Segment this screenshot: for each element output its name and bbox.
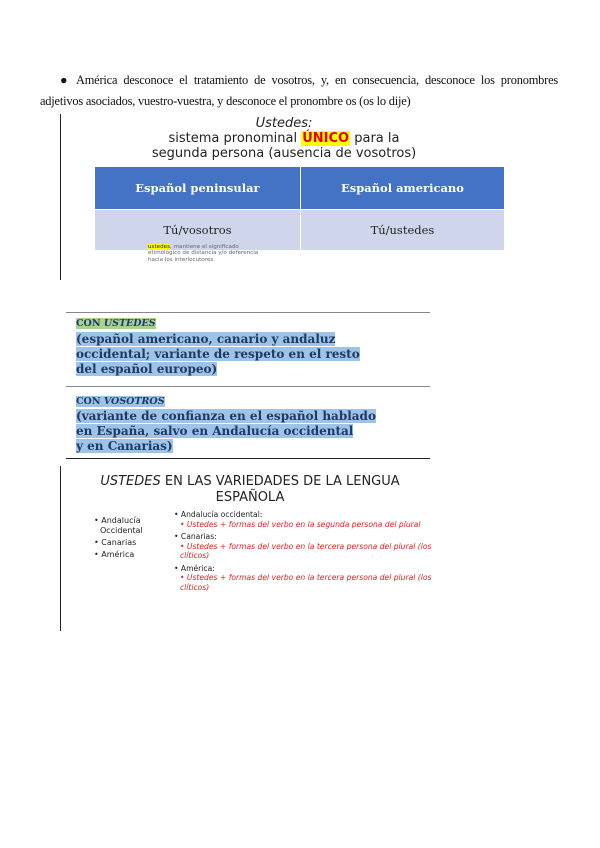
slide1-subtitle-line2: segunda persona (ausencia de vosotros) xyxy=(151,146,417,161)
slide1-subtitle-line1 xyxy=(60,131,508,146)
bullet-icon: ● xyxy=(60,73,68,87)
slide-ustedes-variedades xyxy=(60,466,440,631)
slide-con-ustedes-vosotros xyxy=(66,312,430,462)
footnote-highlight: ustedes xyxy=(148,244,171,250)
con-ustedes-description xyxy=(76,332,426,377)
con-label-text: CON xyxy=(76,318,101,329)
list-item: Occidental xyxy=(100,526,143,535)
con-vosotros-prefix xyxy=(76,396,165,407)
detail-text-america: • Ustedes + formas del verbo en la tercera persona del plural (los clíticos) xyxy=(180,573,432,592)
detail-text-andalucia: • Ustedes + formas del verbo en la segunda persona del plural xyxy=(180,519,421,529)
divider-middle xyxy=(66,386,430,387)
divider-bottom xyxy=(66,458,430,459)
list-item: • Andalucía xyxy=(94,516,141,525)
intro-paragraph-text: América desconoce el tratamiento de vosotros, y, en consecuencia, desconoce los pronombres adjetivos asociados, vuestro-vuestra, y desconoce el pronombre os (os lo dije) xyxy=(40,73,558,108)
varieties-details xyxy=(174,510,436,595)
intro-paragraph xyxy=(40,70,558,112)
slide3-title xyxy=(60,474,440,506)
list-item: • Canarias xyxy=(94,538,137,547)
table-header-row xyxy=(95,167,505,210)
varieties-list xyxy=(94,516,143,562)
table-header-peninsular: Español peninsular xyxy=(95,167,300,210)
ustedes-line-1: (español americano, canario y andaluz xyxy=(76,332,336,346)
ustedes-line-2: occidental; variante de respeto en el resto xyxy=(76,347,360,361)
slide3-title-line2: ESPAÑOLA xyxy=(215,490,285,505)
vosotros-label-text: VOSOTROS xyxy=(103,396,165,407)
ustedes-label-text: USTEDES xyxy=(103,318,156,329)
vosotros-line-3: y en Canarias) xyxy=(76,439,173,453)
detail-label-andalucia: • Andalucía occidental: xyxy=(174,510,263,519)
detail-text-canarias: • Ustedes + formas del verbo en la tercera persona del plural (los clíticos) xyxy=(180,541,432,560)
footnote-text: , mantiene el significado etimológico de distancia y/o deferencia hacia los interlocutores. xyxy=(148,244,259,263)
vosotros-line-2: en España, salvo en Andalucía occidental xyxy=(76,424,354,438)
con-vosotros-label xyxy=(76,396,165,407)
table-cell-peninsular: Tú/vosotros xyxy=(95,210,300,251)
con-ustedes-label xyxy=(76,318,156,329)
ustedes-line-3: del español europeo) xyxy=(76,362,218,376)
slide1-subtitle-post: para la xyxy=(354,131,400,146)
slide1-title: Ustedes: xyxy=(255,116,313,131)
con-label-text-2: CON xyxy=(76,396,101,407)
detail-label-canarias: • Canarias: xyxy=(174,532,217,541)
slide-ustedes-sistema xyxy=(60,114,508,280)
table-cell-americano: Tú/ustedes xyxy=(300,210,504,251)
list-item: • América xyxy=(94,550,135,559)
con-vosotros-description xyxy=(76,409,426,454)
slide1-footnote xyxy=(148,244,260,263)
unico-highlight: ÚNICO xyxy=(302,131,350,146)
detail-label-america: • América: xyxy=(174,563,215,573)
comparison-table xyxy=(95,167,505,250)
slide3-title-italic: USTEDES xyxy=(100,474,161,489)
table-header-americano: Español americano xyxy=(300,167,504,210)
slide1-subtitle-pre: sistema pronominal xyxy=(168,131,298,146)
divider-top xyxy=(66,312,430,313)
con-ustedes-prefix xyxy=(76,318,156,329)
vosotros-line-1: (variante de confianza en el español hablado xyxy=(76,409,376,423)
slide3-title-rest: EN LAS VARIEDADES DE LA LENGUA xyxy=(164,474,400,489)
